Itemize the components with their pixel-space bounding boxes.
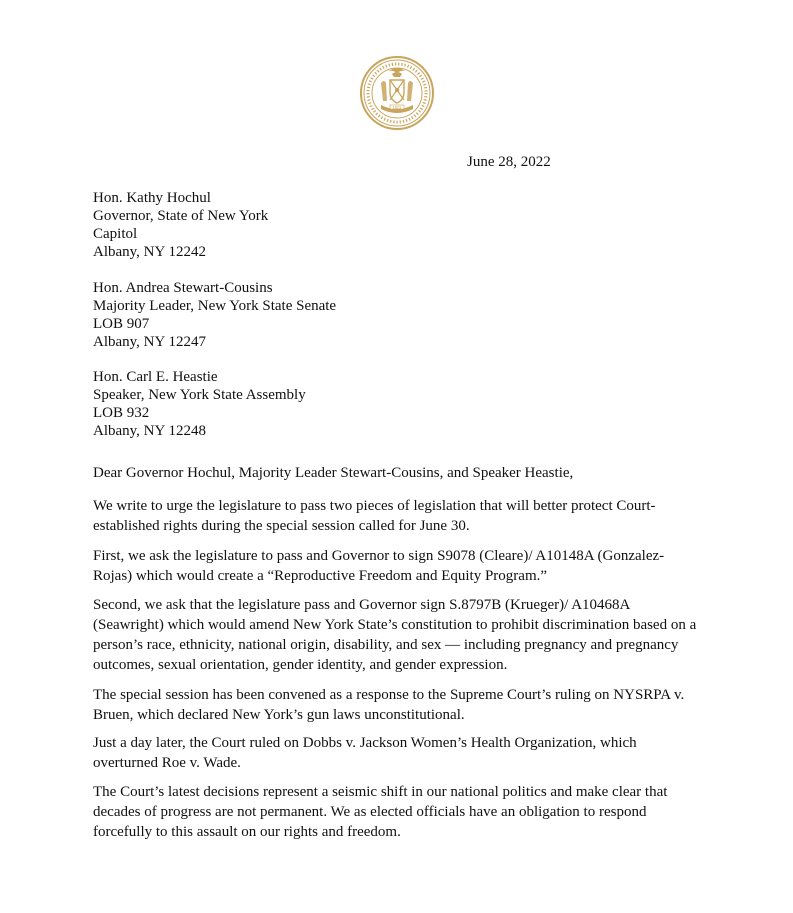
body-paragraph xyxy=(93,496,698,536)
body-paragraph xyxy=(93,546,698,586)
recipient-address-governor xyxy=(93,189,268,261)
recipient-title: Majority Leader, New York State Senate xyxy=(93,298,337,314)
paragraph-text: Just a day later, the Court ruled on Dobbs v. Jackson Women’s Health Organization, which overturned Roe v. Wade. xyxy=(93,735,637,771)
body-paragraph xyxy=(93,782,698,842)
recipient-name: Hon. Andrea Stewart-Cousins xyxy=(93,280,273,296)
letter-date: June 28, 2022 xyxy=(467,154,551,170)
recipient-office: LOB 907 xyxy=(93,316,150,332)
paragraph-text: The Court’s latest decisions represent a seismic shift in our national politics and make clear that decades of progress are not permanent. We as elected officials have an obligation to respond forcefully to this assault on our rights and freedom. xyxy=(93,784,668,840)
paragraph-text: We write to urge the legislature to pass two pieces of legislation that will better protect Court-established rights during the special session called for June 30. xyxy=(93,498,656,534)
recipient-address-senate-leader xyxy=(93,279,336,351)
recipient-title: Speaker, New York State Assembly xyxy=(93,387,306,403)
recipient-city: Albany, NY 12247 xyxy=(93,334,207,350)
paragraph-text: Second, we ask that the legislature pass and Governor sign S.8797B (Krueger)/ A10468A (Seawright) which would amend New York State’s constitution to prohibit discrimination based on a person’s race, ethnicity, national origin, disability, and sex — including pregnancy and pregnancy outcomes, sexual orientation, gender identity, and gender expression. xyxy=(93,597,697,673)
body-paragraph xyxy=(93,595,698,675)
recipient-city: Albany, NY 12242 xyxy=(93,244,207,260)
svg-text:1625: 1625 xyxy=(392,105,402,110)
recipient-title: Governor, State of New York xyxy=(93,208,269,224)
recipient-address-assembly-speaker xyxy=(93,368,306,440)
recipient-name: Hon. Carl E. Heastie xyxy=(93,369,218,385)
salutation: Dear Governor Hochul, Majority Leader Stewart-Cousins, and Speaker Heastie, xyxy=(93,465,574,481)
recipient-name: Hon. Kathy Hochul xyxy=(93,190,211,206)
seal-emblem-icon xyxy=(359,55,435,131)
body-paragraph xyxy=(93,685,698,725)
body-paragraph xyxy=(93,733,698,773)
paragraph-text: First, we ask the legislature to pass and Governor to sign S9078 (Cleare)/ A10148A (Gonzalez-Rojas) which would create a “Reproductive Freedom and Equity Program.” xyxy=(93,548,665,584)
recipient-office: Capitol xyxy=(93,226,138,242)
paragraph-text: The special session has been convened as a response to the Supreme Court’s ruling on NYSRPA v. Bruen, which declared New York’s gun laws unconstitutional. xyxy=(93,687,685,723)
recipient-city: Albany, NY 12248 xyxy=(93,423,207,439)
city-seal-logo xyxy=(359,55,435,131)
recipient-office: LOB 932 xyxy=(93,405,150,421)
